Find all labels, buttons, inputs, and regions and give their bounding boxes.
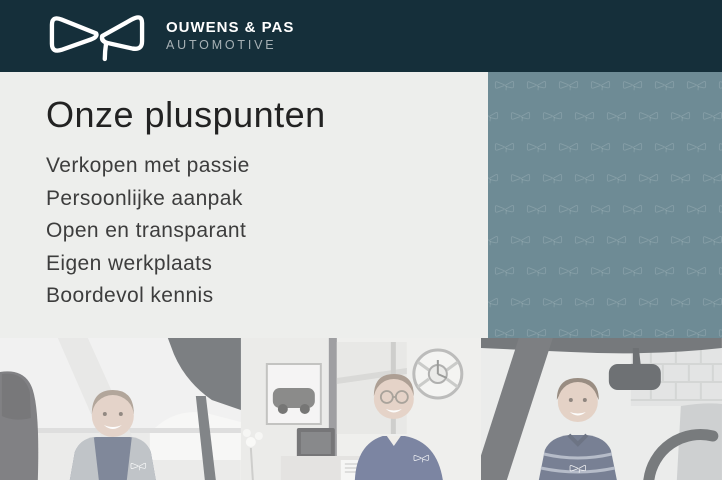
teal-watermark-panel xyxy=(488,72,722,338)
list-item: Boordevol kennis xyxy=(46,284,214,307)
list-item: Eigen werkplaats xyxy=(46,251,213,275)
photos-row xyxy=(0,338,722,480)
pluspunten-panel xyxy=(0,72,488,338)
photo-verkoper-in-auto xyxy=(0,338,241,480)
ouwens-pas-glasses-logo-icon xyxy=(44,10,150,62)
page-title: Onze pluspunten xyxy=(46,94,326,135)
photo-medewerker-achter-balie xyxy=(241,338,482,480)
content-row xyxy=(0,72,722,338)
brand-wordmark xyxy=(166,19,294,53)
ouwens-pas-logo-watermark-pattern-icon xyxy=(488,72,722,338)
list-item: Open en transparant xyxy=(46,219,247,242)
brand-tagline: AUTOMOTIVE xyxy=(166,37,277,52)
header-bar xyxy=(0,0,722,72)
photo-monteur-in-auto xyxy=(481,338,722,480)
brand-name: OUWENS & PAS xyxy=(166,18,295,36)
pluspunten-list xyxy=(46,150,488,313)
list-item: Verkopen met passie xyxy=(46,154,250,177)
list-item: Persoonlijke aanpak xyxy=(46,186,243,210)
